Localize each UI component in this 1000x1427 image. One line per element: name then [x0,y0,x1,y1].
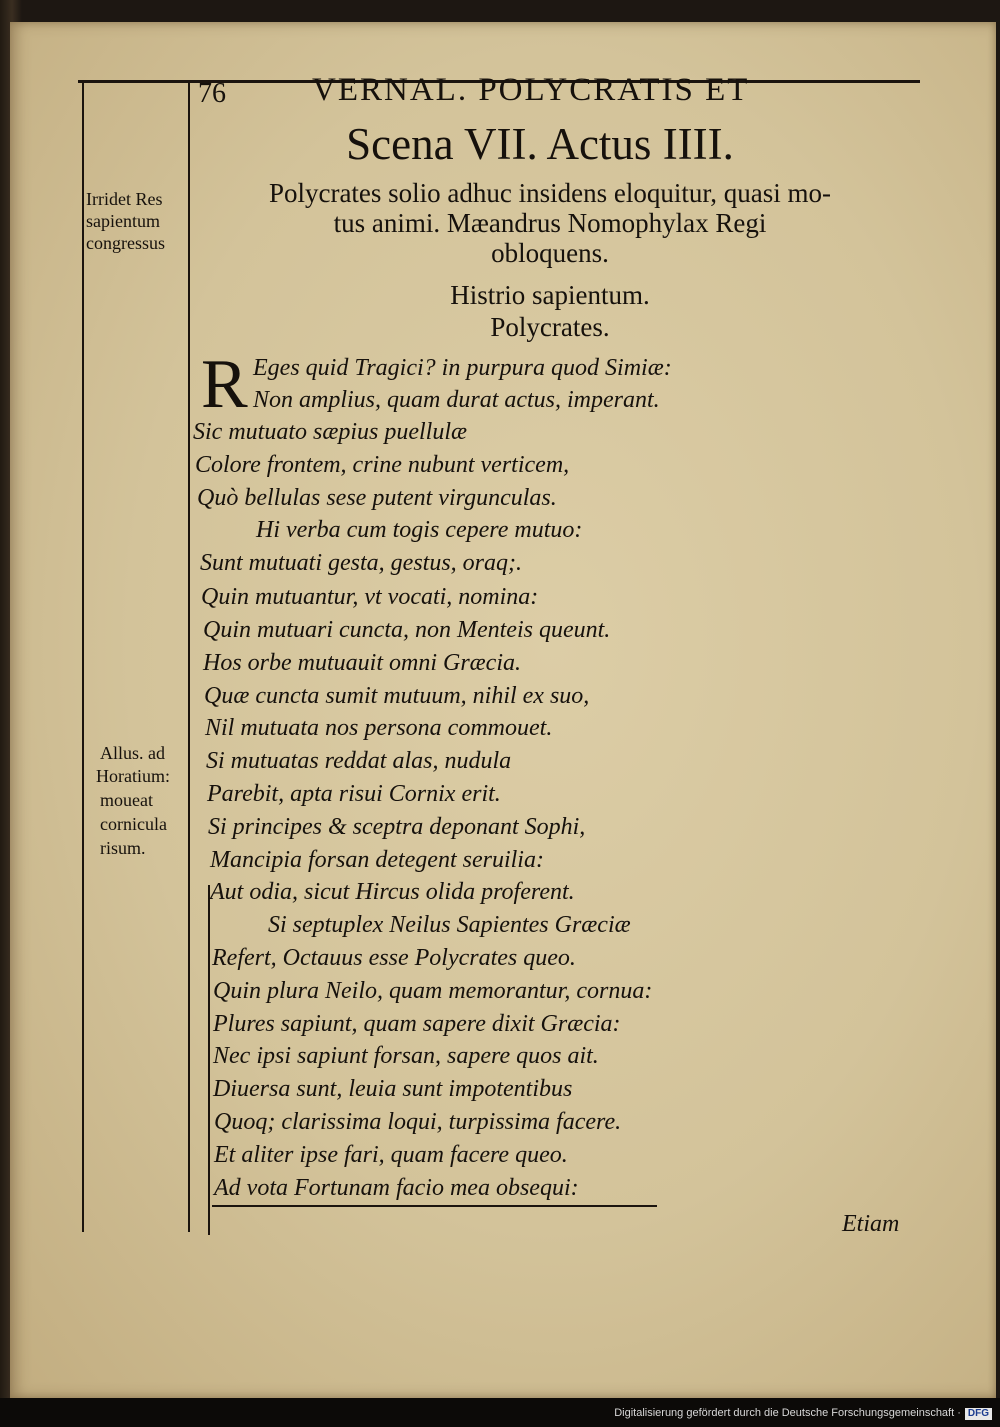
verse-line: Et aliter ipse fari, quam facere queo. [214,1142,568,1168]
verse-line: Sic mutuato sæpius puellulæ [193,419,468,445]
verse-line: Si principes & sceptra deponant Sophi, [208,814,586,840]
verse-line: Quæ cuncta sumit mutuum, nihil ex suo, [204,683,590,709]
verse-line: Quin mutuantur, vt vocati, nomina: [201,584,539,610]
verse-line: Quò bellulas sese putent virgunculas. [197,485,557,511]
verse-line: Hos orbe mutuauit omni Græcia. [203,650,521,676]
verse-line: Eges quid Tragici? in purpura quod Simiæ: [253,355,672,381]
margin-note-line: Horatium: [96,766,170,786]
scene-title: Scena VII. Actus IIII. [346,119,734,169]
dfg-logo: DFG [965,1408,992,1420]
verse-line: Nec ipsi sapiunt forsan, sapere quos ait. [213,1043,599,1069]
catchword: Etiam [842,1211,900,1237]
scene-subtitle-line: Polycrates solio adhuc insidens eloquitur, quasi mo- [268,178,832,208]
margin-note-line: sapientum [86,211,160,231]
footer-credit-text: Digitalisierung gefördert durch die Deutsche Forschungsgemeinschaft · [614,1407,961,1419]
verse-line: Aut odia, sicut Hircus olida proferent. [210,879,575,905]
verse-line: Ad vota Fortunam facio mea obsequi: [214,1175,579,1201]
verse-line: Sunt mutuati gesta, gestus, oraq;. [200,550,522,576]
text-frame-rule [208,885,210,1235]
bottom-rule [212,1205,657,1207]
footer-credit [614,1408,992,1420]
margin-note-line: cornicula [100,814,167,834]
verse-line: Quin mutuari cuncta, non Menteis queunt. [203,617,611,643]
margin-note-line: moueat [100,790,153,810]
verse-line: Plures sapiunt, quam sapere dixit Græcia: [213,1011,621,1037]
speaker-heading: Polycrates. [490,312,610,342]
verse-line: Diuersa sunt, leuia sunt impotentibus [213,1076,573,1102]
verse-line: Quoq; clarissima loqui, turpissima facere. [214,1109,622,1135]
verse-line: Refert, Octauus esse Polycrates queo. [212,945,576,971]
outer-margin-rule [82,82,84,1232]
margin-note-line: congressus [86,233,165,253]
running-head: VERNAL. POLYCRATIS ET [312,72,750,108]
verse-line: Colore frontem, crine nubunt verticem, [195,452,570,478]
page-number: 76 [198,78,226,109]
verse-line: Hi verba cum togis cepere mutuo: [256,517,583,543]
verse-line: Si septuplex Neilus Sapientes Græciæ [268,912,631,938]
margin-note-line: Allus. ad [100,743,165,763]
margin-note-line: risum. [100,838,146,858]
drop-cap: R [201,346,248,423]
verse-line: Nil mutuata nos persona commouet. [205,715,553,741]
scene-subtitle-line: tus animi. Mæandrus Nomophylax Regi [333,208,767,238]
speaker-heading: Histrio sapientum. [450,280,650,310]
verse-line: Mancipia forsan detegent seruilia: [210,847,544,873]
verse-line: Non amplius, quam durat actus, imperant. [253,387,660,413]
margin-note-line: Irridet Res [86,189,163,209]
verse-line: Parebit, apta risui Cornix erit. [207,781,501,807]
scene-subtitle-line: obloquens. [491,238,609,268]
verse-line: Si mutuatas reddat alas, nudula [206,748,512,774]
verse-line: Quin plura Neilo, quam memorantur, cornua: [213,978,653,1004]
